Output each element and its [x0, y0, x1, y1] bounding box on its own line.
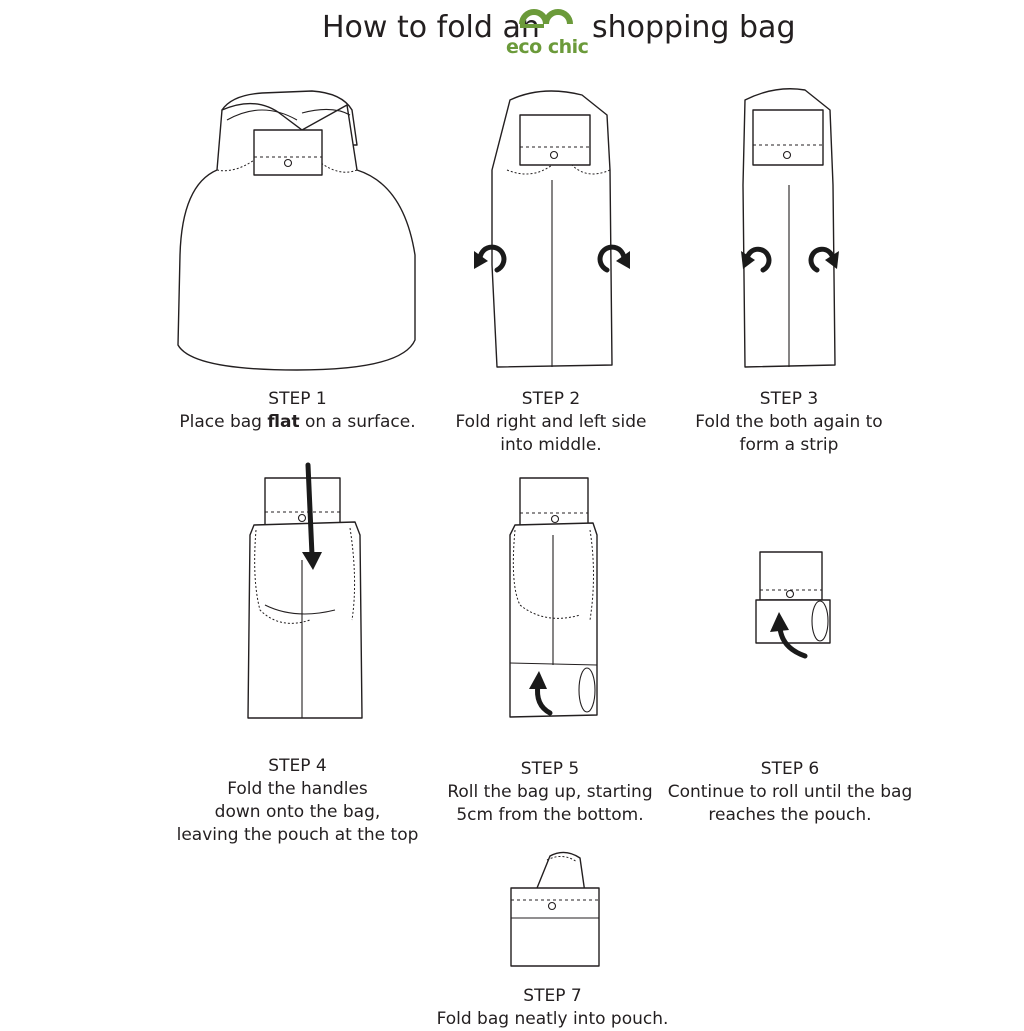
step-4-caption	[150, 755, 445, 847]
step-5-label: STEP 5	[520, 759, 580, 779]
step-6-caption	[650, 758, 930, 827]
step-7-caption	[405, 985, 700, 1031]
title-suffix: shopping bag	[592, 10, 796, 45]
step-7-label: STEP 7	[523, 986, 582, 1006]
title-prefix: How to fold an	[322, 10, 540, 45]
step-7-description: Fold bag neatly into pouch.	[436, 1009, 669, 1029]
step-4-illustration	[240, 460, 370, 722]
step-1-desc-before: Place bag	[179, 412, 268, 432]
step-3-label: STEP 3	[759, 389, 819, 409]
step-5-illustration	[505, 475, 600, 725]
page-title	[0, 8, 1024, 58]
step-3-caption	[660, 388, 918, 457]
eco-chic-logo	[502, 8, 590, 60]
step-2-caption	[400, 388, 702, 457]
step-6-illustration	[750, 548, 835, 660]
step-4-label: STEP 4	[268, 756, 327, 776]
logo-wordmark: eco chic	[506, 36, 589, 58]
step-2-label: STEP 2	[521, 389, 581, 409]
step-3-illustration	[735, 85, 845, 375]
step-1-desc-after: on a surface.	[299, 412, 416, 432]
step-5-caption	[430, 758, 670, 827]
step-5-description: Roll the bag up, starting 5cm from the bottom.	[447, 782, 653, 825]
step-2-description: Fold right and left side into middle.	[455, 412, 647, 455]
step-7-illustration	[505, 848, 605, 973]
step-6-description: Continue to roll until the bag reaches the pouch.	[667, 782, 913, 825]
step-6-label: STEP 6	[760, 759, 820, 779]
step-1-desc-bold: flat	[267, 412, 300, 432]
step-4-description: Fold the handles down onto the bag, leaving the pouch at the top	[176, 779, 419, 845]
step-3-description: Fold the both again to form a strip	[695, 412, 883, 455]
step-2-illustration	[462, 85, 642, 375]
step-1-illustration	[172, 85, 422, 375]
step-1-label: STEP 1	[268, 389, 327, 409]
